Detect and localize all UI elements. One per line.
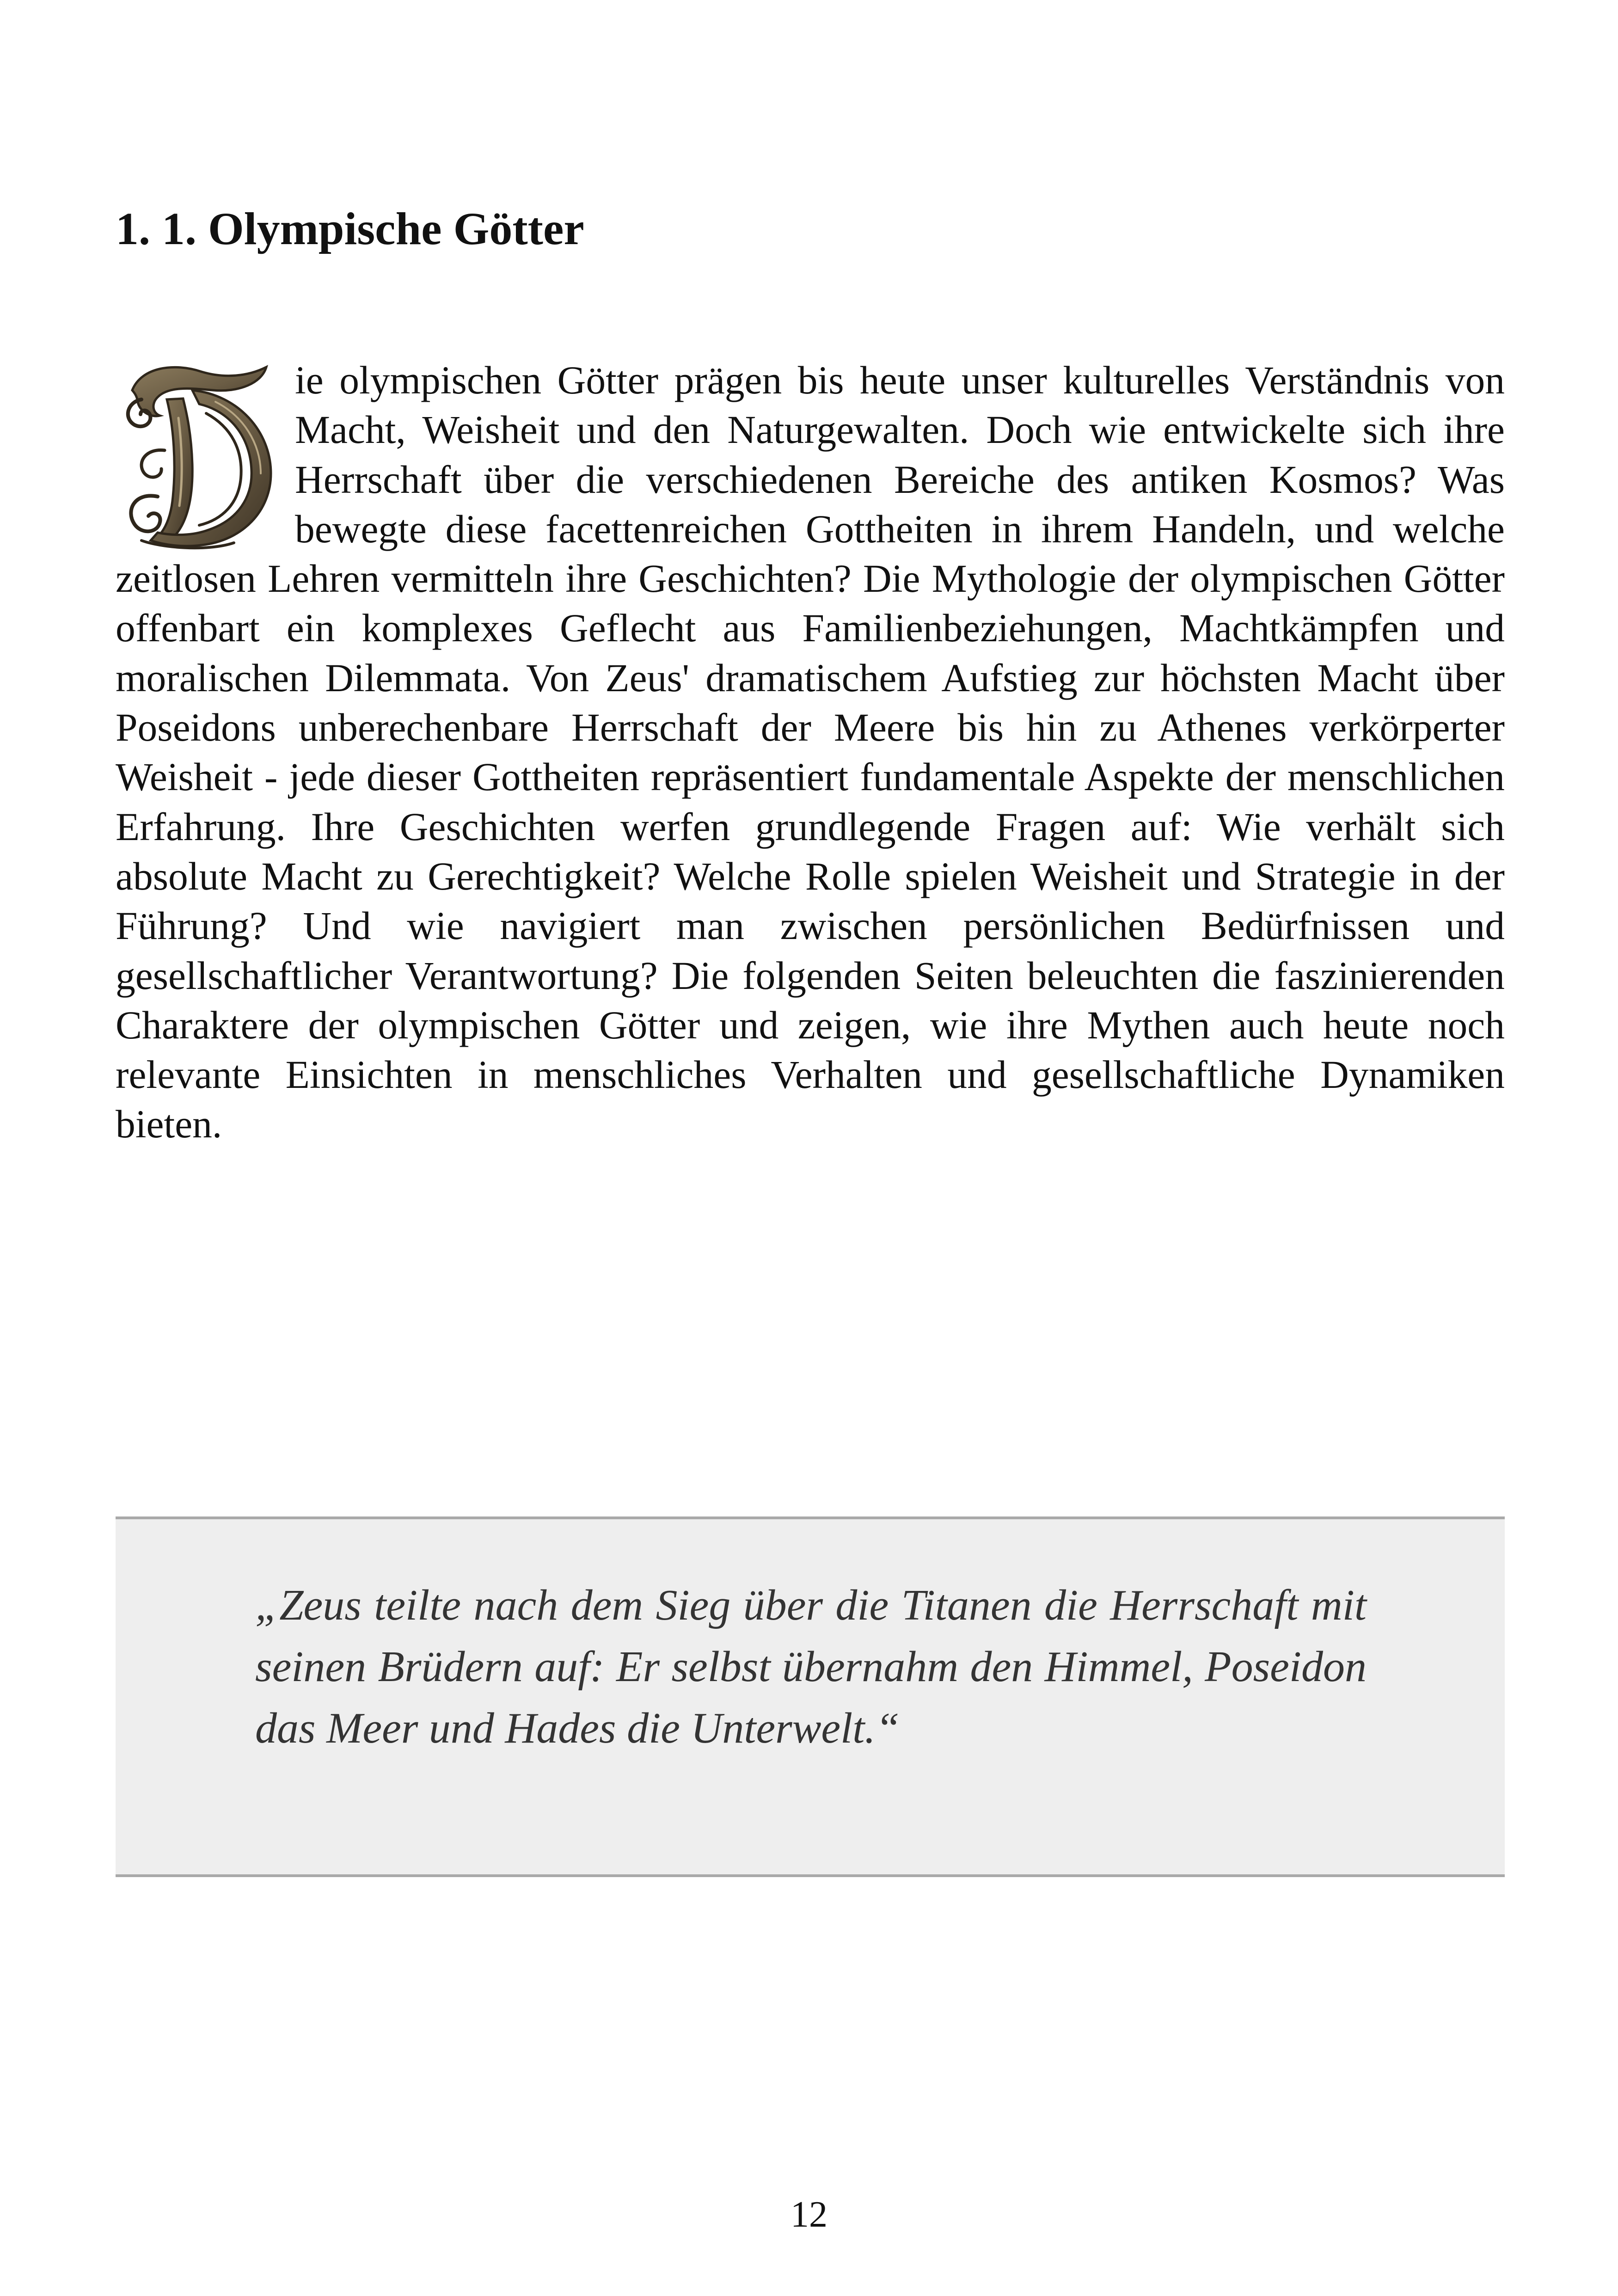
section-heading: 1. 1. Olympische Götter [116, 203, 584, 254]
intro-paragraph [116, 356, 1505, 1150]
page-number: 12 [791, 2194, 827, 2235]
intro-text: ie olympischen Götter prägen bis heute unser kulturelles Verständnis von Macht, Weisheit und den Naturgewalten. Doch wie entwickelte sich ihre Herrschaft über die verschiedenen Bereiche des antiken Kosmos? Was bewegte diese facettenreichen Gottheiten in ihrem Handeln, und welche zeitlosen Lehren vermitteln ihre Geschichten? Die Mythologie der olympischen Götter offenbart ein komplexes Geflecht aus Familienbeziehungen, Machtkämpfen und moralischen Dilemmata. Von Zeus' dramatischem Aufstieg zur höchsten Macht über Poseidons unberechenbare Herrschaft der Meere bis hin zu Athenes verkörperter Weisheit - jede dieser Gottheiten repräsentiert fundamentale Aspekte der menschlichen Erfahrung. Ihre Geschichten werfen grundlegende Fragen auf: Wie verhält sich absolute Macht zu Gerechtigkeit? Welche Rolle spielen Weisheit und Strategie in der Führung? Und wie navigiert man zwischen persönlichen Bedürfnissen und gesellschaftlicher Verantwortung? Die folgenden Seiten beleuchten die faszinierenden Charaktere der olympischen Götter und zeigen, wie ihre Mythen auch heute noch relevante Einsichten in menschliches Verhalten und gesellschaftliche Dynamiken bieten. [116, 359, 1505, 1147]
dropcap-d-svg [114, 358, 285, 552]
quote-box [116, 1516, 1505, 1877]
quote-text: „Zeus teilte nach dem Sieg über die Titanen die Herrschaft mit seinen Brüdern auf: Er selbst übernahm den Himmel, Poseidon das Meer und Hades die Unterwelt.“ [255, 1581, 1367, 1752]
dropcap-d-ornament-icon [114, 358, 285, 552]
